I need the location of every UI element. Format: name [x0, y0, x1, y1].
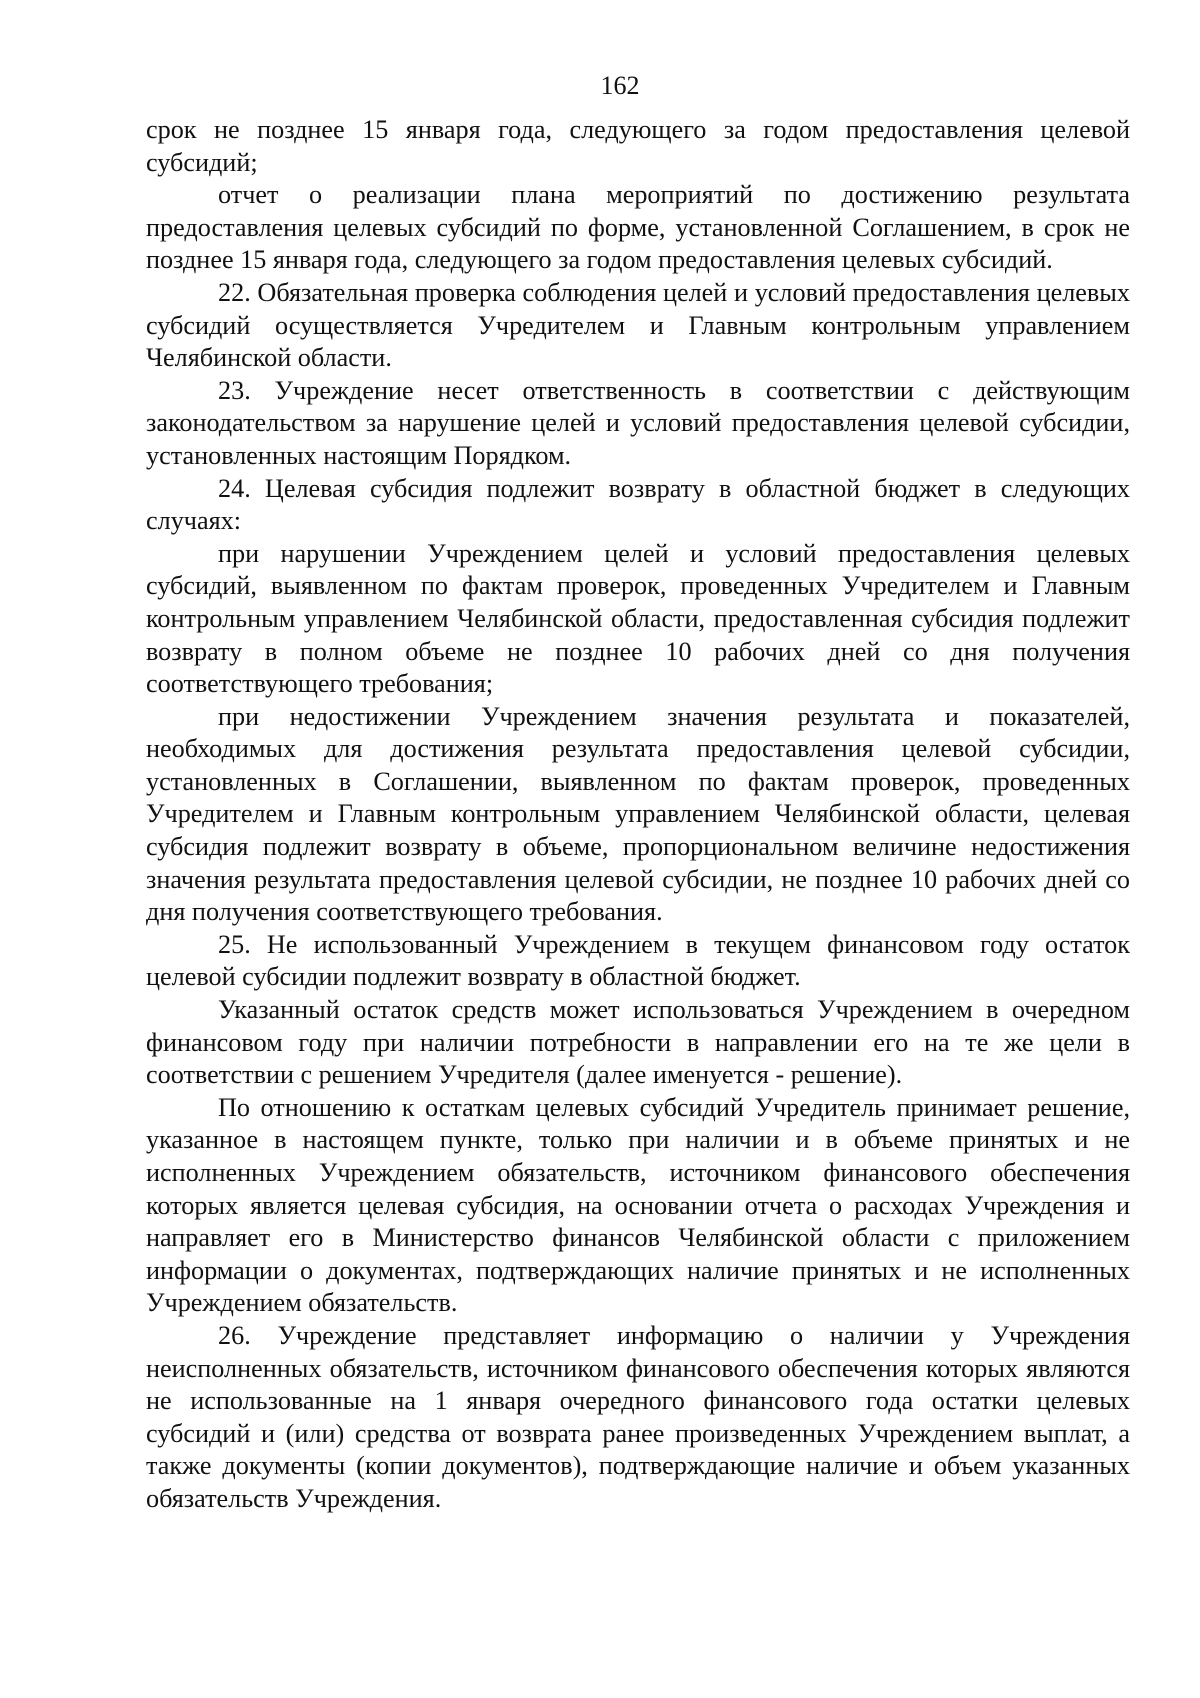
paragraph-founder-decision: По отношению к остаткам целевых субсидий Учредитель принимает решение, указанное в настоящем пункте, только при наличии и в объеме принятых и не исполненных Учреждением обязательств, источником финансового обеспечения которых является целевая субсидия, на основании отчета о расходах Учреждения и направляет его в Министерство финансов Челябинской области с приложением информации о документах, подтверждающих наличие принятых и не исполненных Учреждением обязательств. — [146, 1092, 1130, 1318]
paragraph-22-mandatory-check: 22. Обязательная проверка соблюдения целей и условий предоставления целевых субсидий осуществляется Учредителем и Главным контрольным управлением Челябинской области. — [146, 277, 1130, 373]
paragraph-deadline-continuation: срок не позднее 15 января года, следующего за годом предоставления целевой субсидий; — [146, 115, 1130, 177]
paragraph-23-responsibility: 23. Учреждение несет ответственность в соответствии с действующим законодательством за нарушение целей и условий предоставления целевой субсидии, установленных настоящим Порядком. — [146, 375, 1130, 470]
paragraph-25-unused-balance: 25. Не использованный Учреждением в текущем финансовом году остаток целевой субсидии подлежит возврату в областной бюджет. — [146, 929, 1130, 992]
paragraph-plan-report: отчет о реализации плана мероприятий по достижению результата предоставления целевых субсидий по форме, установленной Соглашением, в срок не позднее 15 января года, следующего за годом предоставления целевых субсидий. — [146, 180, 1130, 275]
paragraph-violation-case: при нарушении Учреждением целей и условий предоставления целевых субсидий, выявленном по фактам проверок, проведенных Учредителем и Главным контрольным управлением Челябинской области, предоставленная субсидия подлежит возврату в полном объеме не позднее 10 рабочих дней со дня получения соответствующего требования; — [146, 538, 1130, 699]
paragraph-26-unfulfilled-obligations: 26. Учреждение представляет информацию о наличии у Учреждения неисполненных обязательств, источником финансового обеспечения которых являются не использованные на 1 января очередного финансового года остатки целевых субсидий и (или) средства от возврата ранее произведенных Учреждением выплат, а также документы (копии документов), подтверждающие наличие и объем указанных обязательств Учреждения. — [146, 1320, 1130, 1513]
paragraph-underachievement-case: при недостижении Учреждением значения результата и показателей, необходимых для достижения результата предоставления целевой субсидии, установленных в Соглашении, выявленном по фактам проверок, проведенных Учредителем и Главным контрольным управлением Челябинской области, целевая субсидия подлежит возврату в объеме, пропорциональном величине недостижения значения результата предоставления целевой субсидии, не позднее 10 рабочих дней со дня получения соответствующего требования. — [146, 701, 1130, 927]
document-body — [146, 114, 1130, 1516]
page-number: 162 — [600, 71, 640, 100]
paragraph-24-return-cases: 24. Целевая субсидия подлежит возврату в областной бюджет в следующих случаях: — [146, 473, 1130, 536]
paragraph-balance-usage: Указанный остаток средств может использоваться Учреждением в очередном финансовом году при наличии потребности в направлении его на те же цели в соответствии с решением Учредителя (далее именуется - решение). — [146, 995, 1130, 1090]
